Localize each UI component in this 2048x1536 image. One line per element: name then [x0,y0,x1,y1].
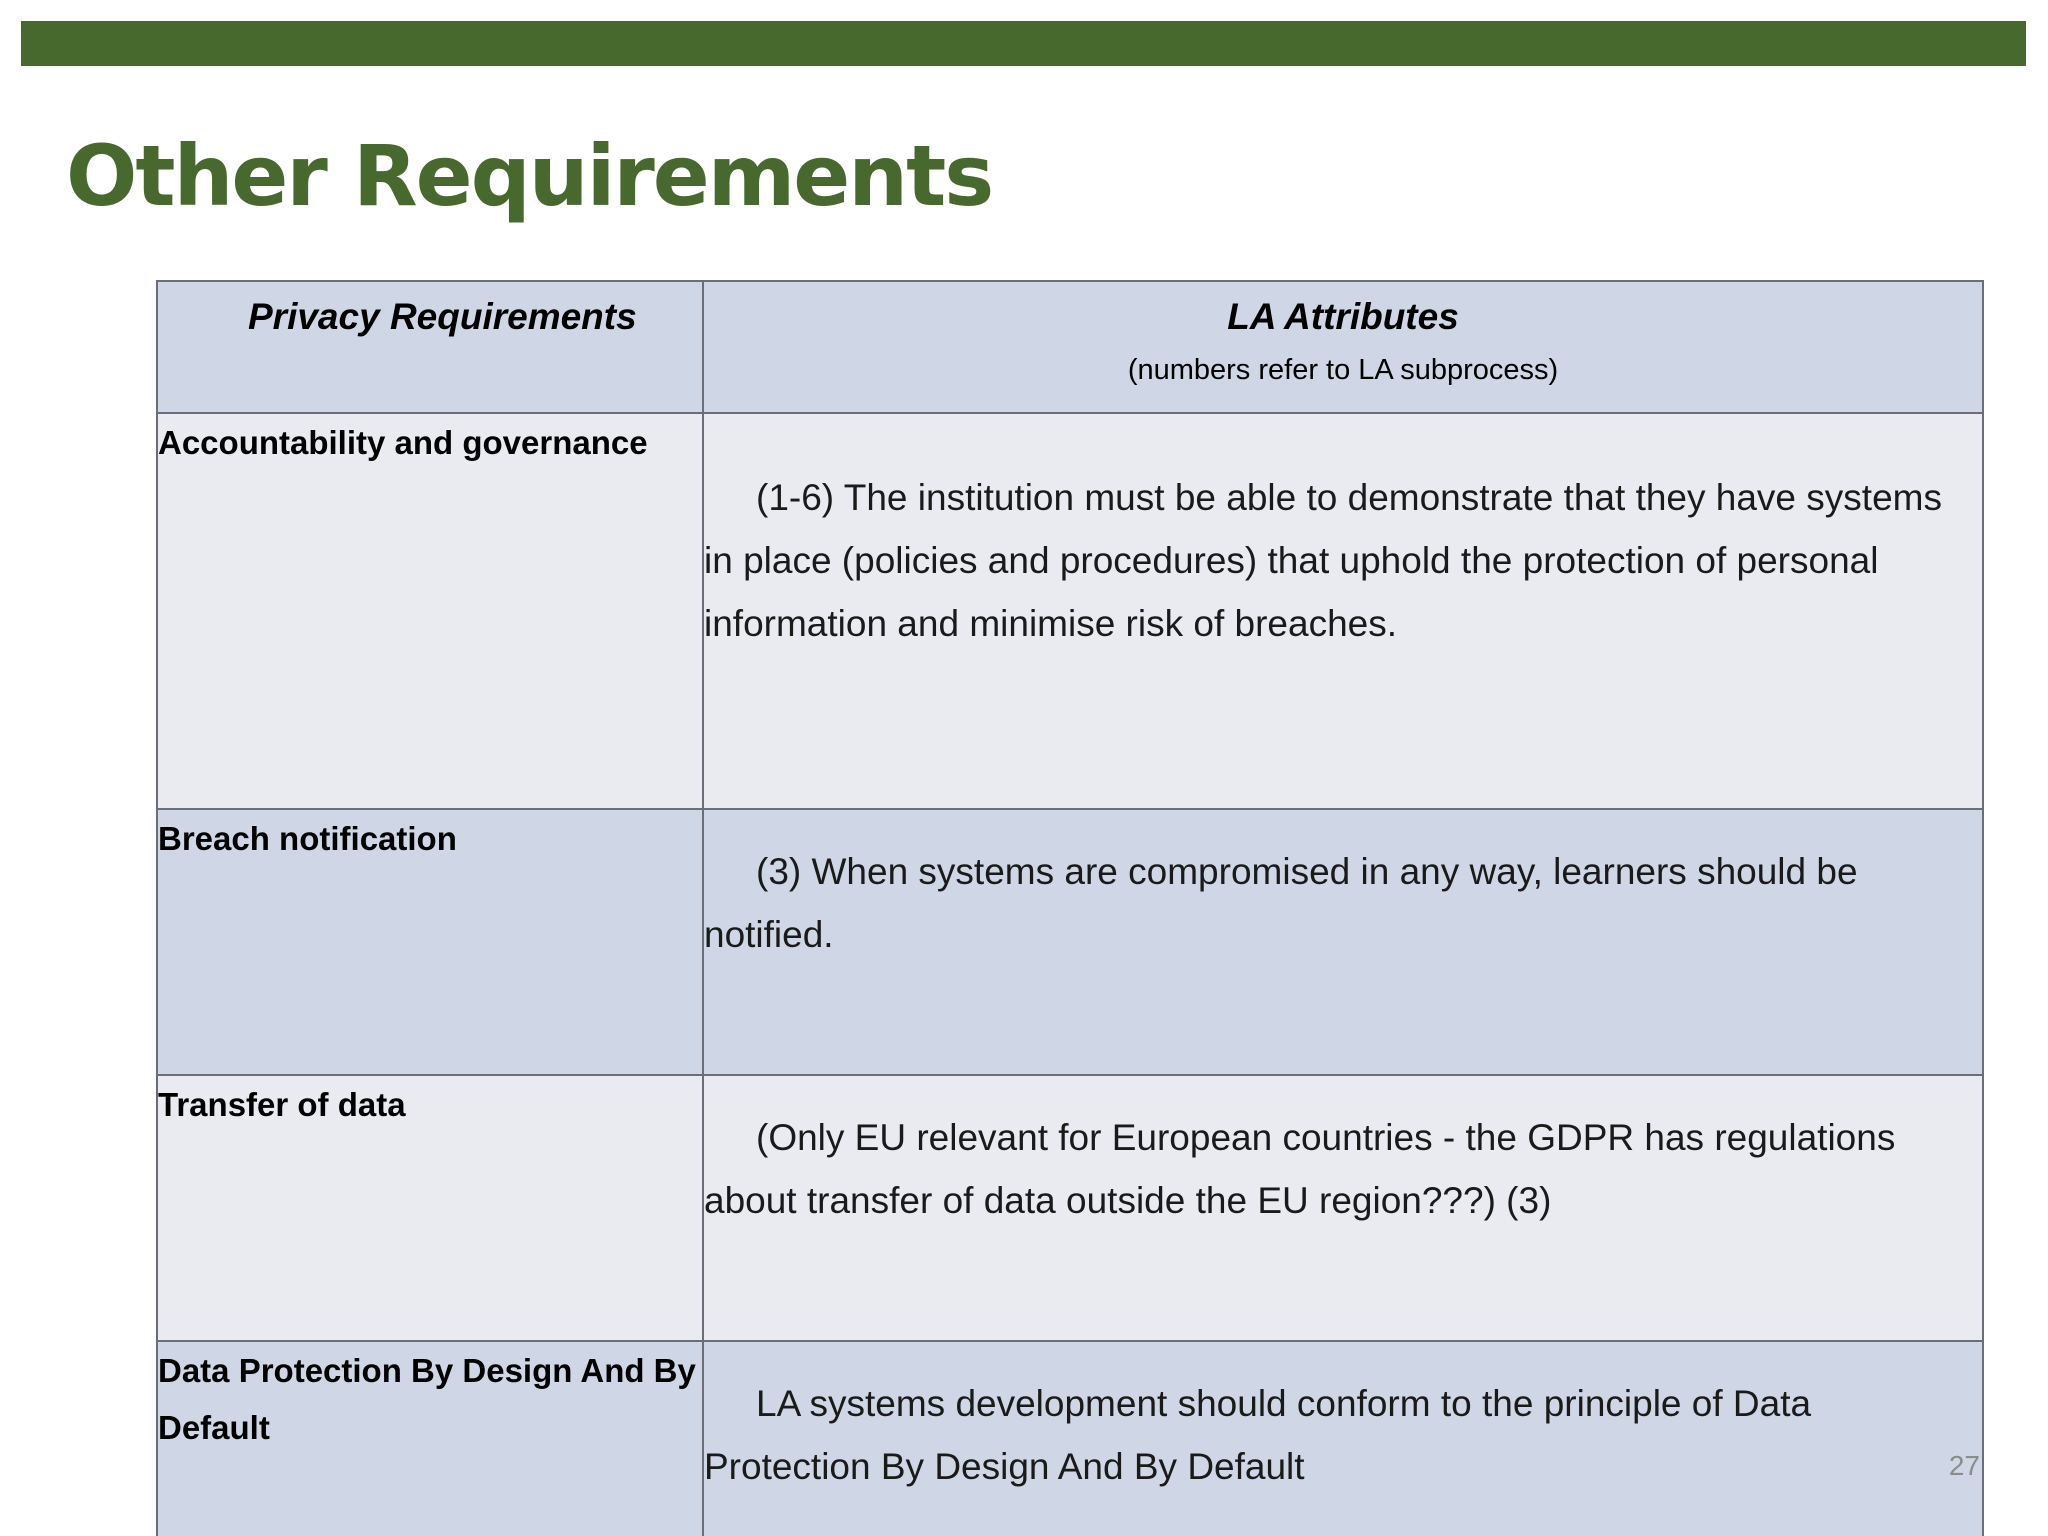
page-number: 27 [1948,1450,1980,1481]
header-la-attributes-label: LA Attributes [1227,296,1459,337]
requirement-cell: Breach notification [157,809,703,1075]
table-row [157,1341,1983,1536]
attribute-cell: (Only EU relevant for European countries - the GDPR has regulations about transfer of data outside the EU region???) (3) [703,1075,1983,1341]
requirement-cell: Transfer of data [157,1075,703,1341]
top-accent-bar [21,21,2026,66]
table-row [157,1075,1983,1341]
table-row [157,809,1983,1075]
table-row [157,413,1983,809]
header-la-attributes [703,281,1983,413]
requirement-cell: Data Protection By Design And By Default [157,1341,703,1536]
requirements-table [156,280,1984,1536]
table-header-row [157,281,1983,413]
header-privacy-requirements: Privacy Requirements [157,281,703,413]
attribute-cell: LA systems development should conform to the principle of Data Protection By Design And By Default [703,1341,1983,1536]
attribute-cell: (1-6) The institution must be able to demonstrate that they have systems in place (policies and procedures) that uphold the protection of personal information and minimise risk of breaches. [703,413,1983,809]
slide-title: Other Requirements [66,127,993,225]
header-la-attributes-note: (numbers refer to LA subprocess) [1127,354,1559,386]
requirement-cell: Accountability and governance [157,413,703,809]
attribute-cell: (3) When systems are compromised in any way, learners should be notified. [703,809,1983,1075]
